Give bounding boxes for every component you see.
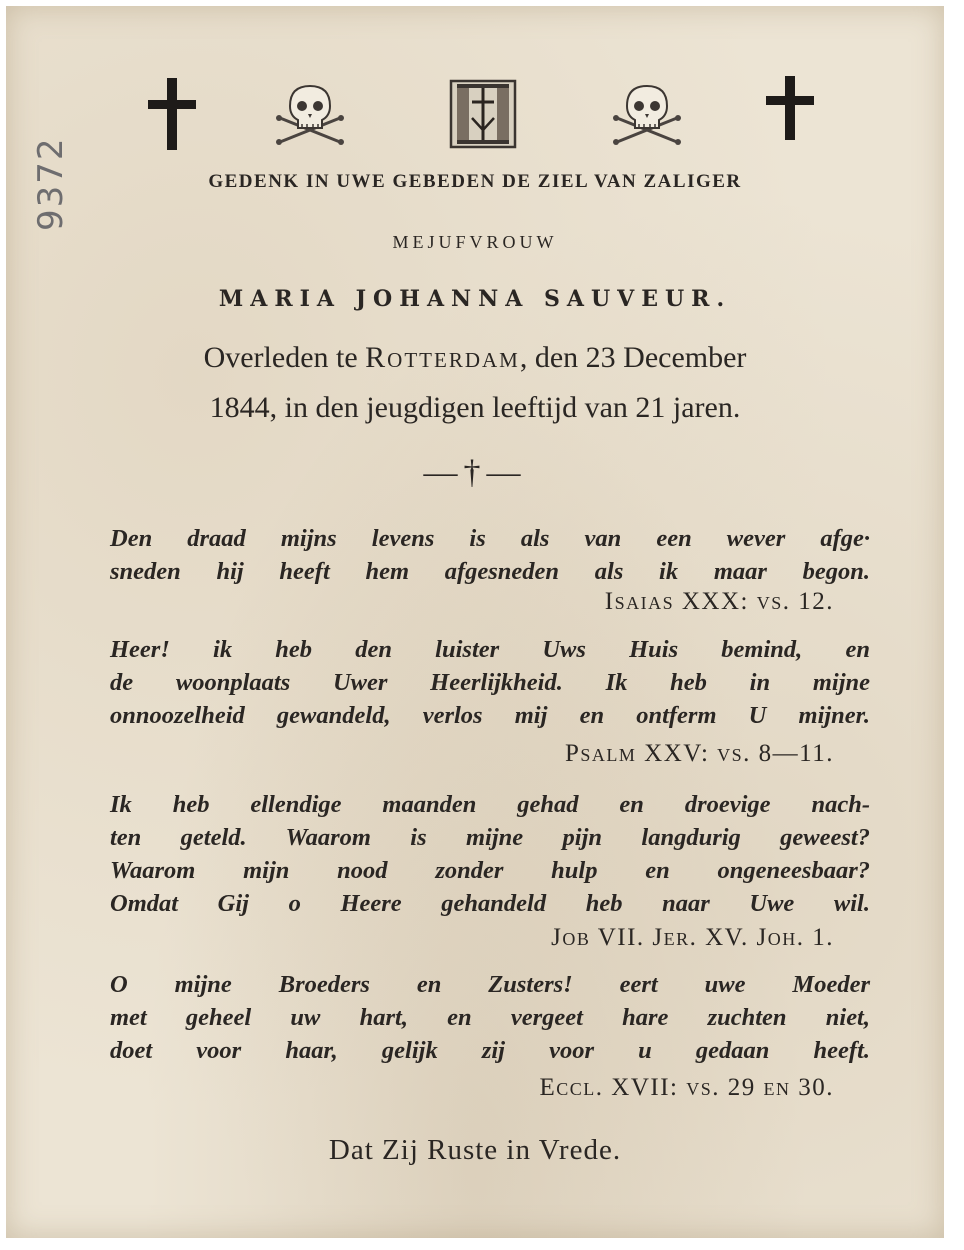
verse-3-reference: Job VII. Jer. XV. Joh. 1. xyxy=(551,924,834,951)
verse-1-reference: Isaias XXX: vs. 12. xyxy=(604,588,834,615)
verse-2-reference: Psalm XXV: vs. 8—11. xyxy=(565,740,834,767)
memorial-card xyxy=(6,6,944,1238)
death-line-1 xyxy=(6,341,944,375)
death-line-2: 1844, in den jeugdigen leeftijd van 21 jaren. xyxy=(209,391,741,424)
verse-line: Ik heb ellendige maanden gehad en droevige nach- xyxy=(110,791,870,818)
verse-line: met geheel uw hart, en vergeet hare zuchten niet, xyxy=(110,1004,870,1031)
verse-line: onnoozelheid gewandeld, verlos mij en ontferm U mijner. xyxy=(110,702,870,729)
verse-line: ten geteld. Waarom is mijne pijn langdurig geweest? xyxy=(110,824,870,851)
death-prefix: Overleden te xyxy=(203,341,366,374)
cross-divider: —†— xyxy=(423,454,527,491)
verse-line: Den draad mijns levens is als van een wever afge· xyxy=(110,525,870,552)
honorific-title: MEJUFVROUW xyxy=(392,232,558,252)
death-suffix: , den 23 December xyxy=(519,341,747,374)
remember-line: GEDENK IN UWE GEBEDEN DE ZIEL VAN ZALIGER xyxy=(208,171,742,192)
emblem-icon xyxy=(448,78,518,150)
verse-4 xyxy=(110,968,870,1067)
verse-line: doet voor haar, gelijk zij voor u gedaan heeft. xyxy=(110,1037,870,1064)
cross-icon xyxy=(764,74,816,142)
verse-4-reference: Eccl. XVII: vs. 29 en 30. xyxy=(539,1074,834,1101)
skull-crossbones-icon xyxy=(611,82,683,148)
verse-3 xyxy=(110,788,870,920)
verse-line: Omdat Gij o Heere gehandeld heb naar Uwe wil. xyxy=(110,890,870,917)
verse-1 xyxy=(110,522,870,588)
archive-number: 9372 xyxy=(31,136,71,231)
closing-blessing: Dat Zij Ruste in Vrede. xyxy=(328,1134,622,1166)
verse-line: de woonplaats Uwer Heerlijkheid. Ik heb in mijne xyxy=(110,669,870,696)
verse-2 xyxy=(110,633,870,732)
death-city: Rotterdam xyxy=(365,341,520,374)
verse-line: Waarom mijn nood zonder hulp en ongeneesbaar? xyxy=(110,857,870,884)
skull-crossbones-icon xyxy=(274,82,346,148)
cross-icon xyxy=(146,76,198,152)
verse-line: O mijne Broeders en Zusters! eert uwe Moeder xyxy=(110,971,870,998)
ornament-row xyxy=(6,74,944,154)
deceased-name: MARIA JOHANNA SAUVEUR. xyxy=(218,286,732,312)
verse-line: sneden hij heeft hem afgesneden als ik maar begon. xyxy=(110,558,870,585)
verse-line: Heer! ik heb den luister Uws Huis bemind, en xyxy=(110,636,870,663)
